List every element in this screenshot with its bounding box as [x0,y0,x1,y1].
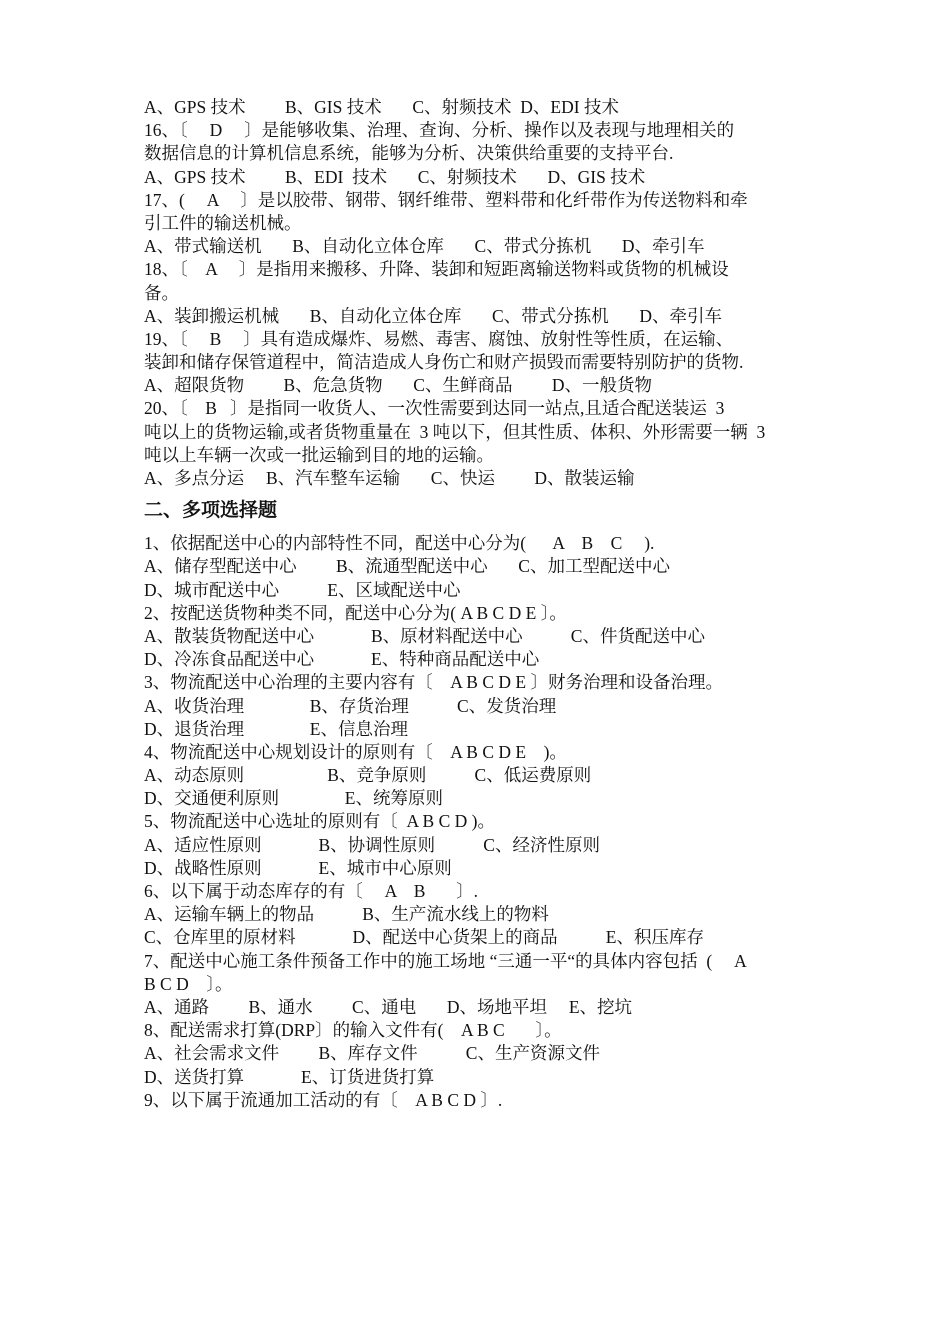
text-line: 装卸和储存保管道程中，简洁造成人身伤亡和财产损毁而需要特别防护的货物. [144,352,744,373]
text-line: A、运输车辆上的物品 B、生产流水线上的物料 [144,904,549,925]
text-line: 吨以上车辆一次或一批运输到目的地的运输。 [144,444,494,465]
text-line: 1、依据配送中心的内部特性不同，配送中心分为( A B C ). [144,533,655,554]
text-line: D、战略性原则 E、城市中心原则 [144,857,452,878]
text-line: A、带式输送机 B、自动化立体仓库 C、带式分拣机 D、牵引车 [144,236,705,257]
text-line: 数据信息的计算机信息系统，能够为分析、决策供给重要的支持平台. [144,143,674,164]
text-line: 9、以下属于流通加工活动的有〔 A B C D 〕. [144,1089,503,1110]
text-line: 20、〔 B 〕是指同一收货人、一次性需要到达同一站点,且适合配送装运 3 [144,398,725,419]
text-line: C、仓库里的原材料 D、配送中心货架上的商品 E、积压库存 [144,927,704,948]
text-line: D、退货治理 E、信息治理 [144,718,408,739]
section-heading: 二、多项选择题 [144,499,278,522]
text-line: A、通路 B、通水 C、通电 D、场地平坦 E、挖坑 [144,996,633,1017]
text-line: 引工件的输送机械。 [144,212,302,233]
single-choice-continued [144,96,816,490]
text-line: A、超限货物 B、危急货物 C、生鲜商品 D、一般货物 [144,375,652,396]
text-line: 3、物流配送中心治理的主要内容有〔 A B C D E 〕财务治理和设备治理。 [144,672,723,693]
text-line: A、动态原则 B、竞争原则 C、低运费原则 [144,765,592,786]
text-line: B C D 〕。 [144,973,233,994]
text-line: 16、〔 D 〕是能够收集、治理、查询、分析、操作以及表现与地理相关的 [144,120,735,141]
text-line: D、交通便利原则 E、统筹原则 [144,788,443,809]
text-line: 19、〔 B 〕具有造成爆炸、易燃、毒害、腐蚀、放射性等性质，在运输、 [144,328,734,349]
text-line: 18、〔 A 〕是指用来搬移、升降、装卸和短距离输送物料或货物的机械设 [144,259,729,280]
text-line: 吨以上的货物运输,或者货物重量在 3 吨以下，但其性质、体积、外形需要一辆 3 [144,421,766,442]
text-line: 6、以下属于动态库存的有〔 A B 〕. [144,881,478,901]
text-line: 17、( A 〕是以胶带、钢带、钢纤维带、塑料带和化纤带作为传送物料和牵 [144,189,748,210]
text-line: A、适应性原则 B、协调性原则 C、经济性原则 [144,834,600,855]
text-line: 备。 [144,282,179,303]
text-line: 8、配送需求打算(DRP〕的输入文件有( A B C 〕。 [144,1020,562,1041]
text-line: A、储存型配送中心 B、流通型配送中心 C、加工型配送中心 [144,556,670,577]
text-line: 4、物流配送中心规划设计的原则有〔 A B C D E )。 [144,741,567,762]
text-line: D、城市配送中心 E、区域配送中心 [144,579,461,600]
text-line: 7、配送中心施工条件预备工作中的施工场地 “三通一平“的具体内容包括 ( A [144,950,747,971]
text-line: A、社会需求文件 B、库存文件 C、生产资源文件 [144,1043,600,1064]
text-line: D、冷冻食品配送中心 E、特种商品配送中心 [144,649,540,670]
text-line: A、收货治理 B、存货治理 C、发货治理 [144,695,557,716]
text-line: D、送货打算 E、订货进货打算 [144,1066,435,1087]
text-line: A、装卸搬运机械 B、自动化立体仓库 C、带式分拣机 D、牵引车 [144,305,722,326]
text-line: A、GPS 技术 B、GIS 技术 C、射频技术 D、EDI 技术 [144,97,619,117]
text-line: A、散装货物配送中心 B、原材料配送中心 C、件货配送中心 [144,625,705,646]
text-line: A、多点分运 B、汽车整车运输 C、快运 D、散装运输 [144,468,635,488]
text-line: A、GPS 技术 B、EDI 技术 C、射频技术 D、GIS 技术 [144,166,646,187]
text-line: 2、按配送货物种类不同，配送中心分为( A B C D E 〕。 [144,602,567,623]
multiple-choice-section [144,532,816,1112]
text-line: 5、物流配送中心选址的原则有〔 A B C D )。 [144,811,495,832]
